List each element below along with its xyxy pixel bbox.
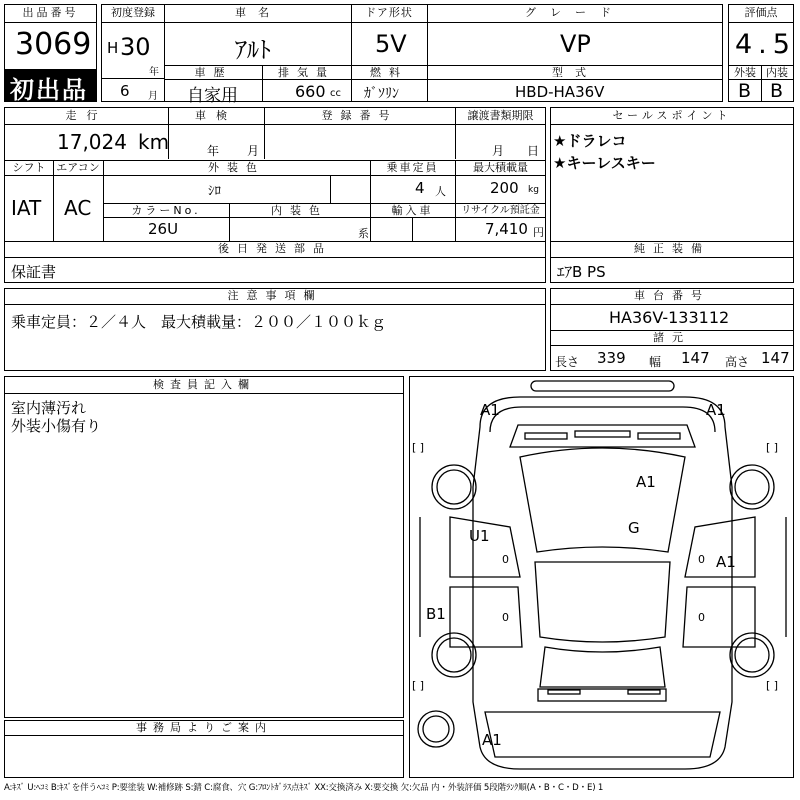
- mileage-value: 17,024: [57, 130, 127, 154]
- spec-width-label: 幅: [649, 355, 662, 369]
- notes-value: 乗車定員：２／４人 最大積載量：２００／１００ｋｇ: [11, 313, 387, 331]
- chassis-box: [550, 288, 794, 371]
- mileage-unit: km: [138, 130, 170, 154]
- rating-ext-header: 外装: [734, 66, 756, 79]
- lot-box: [4, 4, 97, 102]
- color-no-value: 26U: [148, 220, 179, 238]
- rating-int-value: B: [770, 80, 784, 102]
- car-diagram-svg: [410, 377, 794, 778]
- capacity-value: 4: [415, 179, 425, 197]
- aircon-header: エアコン: [56, 161, 100, 174]
- windshield-shape: [520, 448, 685, 552]
- car-name-value: ｱﾙﾄ: [235, 36, 271, 64]
- legend: A:ｷｽﾞ U:ﾍｺﾐ B:ｷｽﾞを伴うﾍｺﾐ P:要塗装 W:補修跡 S:錆 C:腐食、穴 G:ﾌﾛﾝﾄｶﾞﾗｽ点ｷｽﾞ XX:交換済み X:要交換 欠:欠品 内・外装評価 5段階ﾗﾝｸ順(A・B・C・D・E) 1: [4, 783, 604, 793]
- later-parts-box: [4, 241, 546, 283]
- later-parts-header: 後日発送部品: [218, 242, 332, 255]
- mark-left-rear: B1: [426, 605, 446, 623]
- genuine-box: [550, 241, 794, 283]
- int-color-unit: 系: [358, 227, 369, 240]
- history-value: 自家用: [187, 86, 238, 106]
- max-load-unit: kg: [528, 185, 539, 195]
- mark-bracket: [ ]: [766, 679, 779, 692]
- specs-header: 諸元: [653, 331, 691, 344]
- rating-header: 評価点: [744, 6, 778, 19]
- ext-color-value: ｼﾛ: [208, 184, 221, 199]
- first-reg-month: 6: [120, 82, 130, 100]
- inspector-header: 検査員記入欄: [153, 378, 255, 391]
- body-outline-shape: [473, 397, 732, 769]
- reg-number-header: 登録番号: [321, 109, 398, 122]
- model-value: HBD-HA36V: [515, 83, 605, 101]
- lot-number: 3069: [15, 27, 92, 62]
- mark-front-left: A1: [480, 401, 500, 419]
- rear-left-wheel-shape: [432, 633, 476, 677]
- genuine-header: 純正装備: [634, 242, 710, 255]
- front-bumper-shape: [531, 381, 674, 391]
- max-load-header: 最大積載量: [473, 161, 528, 174]
- front-left-wheel-shape: [432, 465, 476, 509]
- door-value: 5V: [375, 30, 407, 58]
- notes-box: [4, 288, 546, 371]
- int-color-header: 内装色: [271, 204, 328, 217]
- transfer-month-unit: 月: [492, 144, 505, 158]
- capacity-header: 乗車定員: [386, 161, 439, 174]
- car-diagram-box: [409, 376, 794, 778]
- inspection-month-unit: 月: [247, 144, 260, 158]
- front-right-wheel-shape: [730, 465, 774, 509]
- first-reg-box: [101, 4, 165, 102]
- first-reg-month-unit: 月: [148, 91, 158, 102]
- transfer-day-unit: 日: [527, 144, 540, 158]
- mark-zero: 0: [698, 611, 705, 624]
- model-header: 型式: [552, 66, 598, 79]
- chassis-value: HA36V-133112: [609, 308, 730, 327]
- spec-length-value: 339: [597, 349, 626, 367]
- hood-shape: [510, 425, 695, 447]
- mileage-block: [4, 107, 546, 242]
- later-parts-value: 保証書: [11, 263, 57, 281]
- import-header: 輸入車: [391, 204, 434, 217]
- fuel-value: ｶﾞｿﾘﾝ: [364, 86, 399, 102]
- displacement-value: 660: [295, 82, 326, 101]
- rating-int-header: 内装: [766, 66, 788, 79]
- first-reg-era: H: [107, 39, 119, 57]
- recycle-header: リサイクル預託金: [461, 205, 540, 216]
- inspector-box: [4, 376, 404, 718]
- mark-bracket: [ ]: [766, 441, 779, 454]
- mileage-header: 走行: [65, 109, 108, 122]
- sales-point-item: ★キーレスキー: [553, 154, 656, 172]
- mark-zero: 0: [502, 553, 509, 566]
- inspection-header: 車検: [195, 109, 237, 122]
- shift-header: シフト: [12, 161, 46, 174]
- color-no-header: カラーNo.: [131, 204, 201, 217]
- aircon-value: AC: [64, 196, 92, 220]
- chassis-header: 車台番号: [634, 289, 710, 302]
- inspector-note: 外装小傷有り: [11, 417, 102, 435]
- car-name-header: 車名: [235, 6, 281, 19]
- rating-score: 4.5: [735, 29, 796, 60]
- displacement-unit: cc: [330, 88, 341, 99]
- fuel-header: 燃料: [370, 66, 408, 79]
- history-header: 車歴: [194, 66, 233, 79]
- mark-right-door: A1: [716, 553, 736, 571]
- mark-hood: A1: [636, 473, 656, 491]
- mark-front-right: A1: [706, 401, 726, 419]
- main-info-box: [164, 4, 723, 106]
- sales-point-item: ★ドラレコ: [553, 132, 627, 150]
- spec-length-label: 長さ: [555, 355, 580, 369]
- mark-zero: 0: [502, 611, 509, 624]
- recycle-unit: 円: [533, 226, 544, 239]
- office-box: [4, 720, 404, 778]
- genuine-value: ｴｱB PS: [557, 263, 606, 281]
- mark-left-door: U1: [469, 527, 490, 545]
- first-listing-badge: 初出品: [5, 69, 96, 101]
- notes-header: 注意事項欄: [227, 289, 323, 302]
- spec-height-label: 高さ: [725, 355, 750, 369]
- capacity-unit: 人: [435, 185, 446, 198]
- ext-color-header: 外装色: [208, 161, 265, 174]
- inspector-note: 室内薄汚れ: [11, 399, 87, 417]
- shift-value: IAT: [11, 196, 42, 220]
- grade-value: VP: [560, 30, 591, 58]
- sales-points-header: セールスポイント: [612, 109, 732, 122]
- spec-width-value: 147: [681, 349, 710, 367]
- first-reg-year-unit: 年: [149, 67, 159, 78]
- rating-ext-value: B: [738, 80, 752, 102]
- mark-bracket: [ ]: [412, 441, 425, 454]
- mark-bracket: [ ]: [412, 679, 425, 692]
- rating-box: [728, 4, 794, 102]
- lot-header: 出品番号: [22, 6, 79, 19]
- first-reg-year: 30: [120, 33, 151, 61]
- mark-zero: 0: [698, 553, 705, 566]
- mark-rear: A1: [482, 731, 502, 749]
- first-reg-header: 初度登録: [111, 6, 155, 19]
- transfer-header: 譲渡書類期限: [467, 109, 534, 122]
- mark-windshield: G: [628, 519, 640, 537]
- max-load-value: 200: [490, 179, 519, 197]
- grade-header: グレード: [525, 6, 625, 19]
- recycle-value: 7,410: [485, 220, 528, 238]
- rear-right-wheel-shape: [730, 633, 774, 677]
- door-header: ドア形状: [365, 6, 413, 19]
- spec-height-value: 147: [761, 349, 790, 367]
- inspection-year-unit: 年: [207, 144, 220, 158]
- displacement-header: 排気量: [278, 66, 335, 79]
- office-header: 事務局よりご案内: [136, 721, 272, 734]
- sales-points-box: [550, 107, 794, 242]
